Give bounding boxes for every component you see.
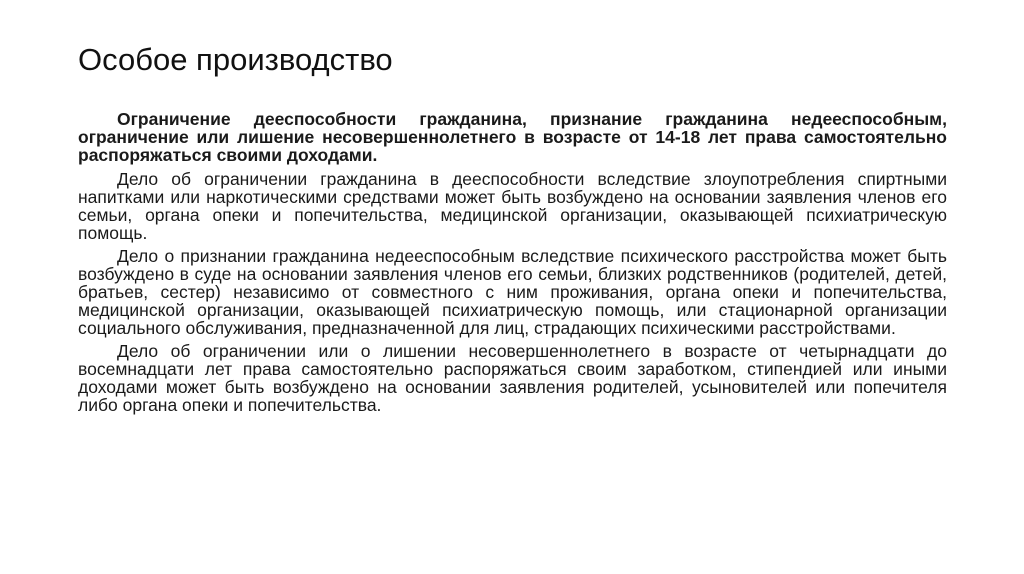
paragraph-heading: Ограничение дееспособности гражданина, признание гражданина недееспособным, ограничение или лишение несовершеннолетнего в возрасте от 14-18 лет права самостоятельно распоряжаться своими доходами. — [78, 109, 947, 165]
paragraph-incapacity: Дело о признании гражданина недееспособным вследствие психического расстройства может быть возбуждено в суде на основании заявления членов его семьи, близких родственников (родителей, детей, братьев, сестер) независимо от совместного с ним проживания, органа опеки и попечительства, медицинской организации, оказывающей психиатрическую помощь, или стационарной организации социального обслуживания, предназначенной для лиц, страдающих психическими расстройствами. — [78, 246, 947, 338]
slide-title: Особое производство — [78, 42, 393, 77]
paragraph-minor: Дело об ограничении или о лишении несовершеннолетнего в возрасте от четырнадцати до восемнадцати лет права самостоятельно распоряжаться своим заработком, стипендией или иными доходами может быть возбуждено на основании заявления родителей, усыновителей или попечителя либо органа опеки и попечительства. — [78, 341, 947, 415]
slide-body — [78, 110, 947, 419]
paragraph-limitation: Дело об ограничении гражданина в дееспособности вследствие злоупотребления спиртными напитками или наркотическими средствами может быть возбуждено на основании заявления членов его семьи, органа опеки и попечительства, медицинской организации, оказывающей психиатрическую помощь. — [78, 169, 947, 243]
